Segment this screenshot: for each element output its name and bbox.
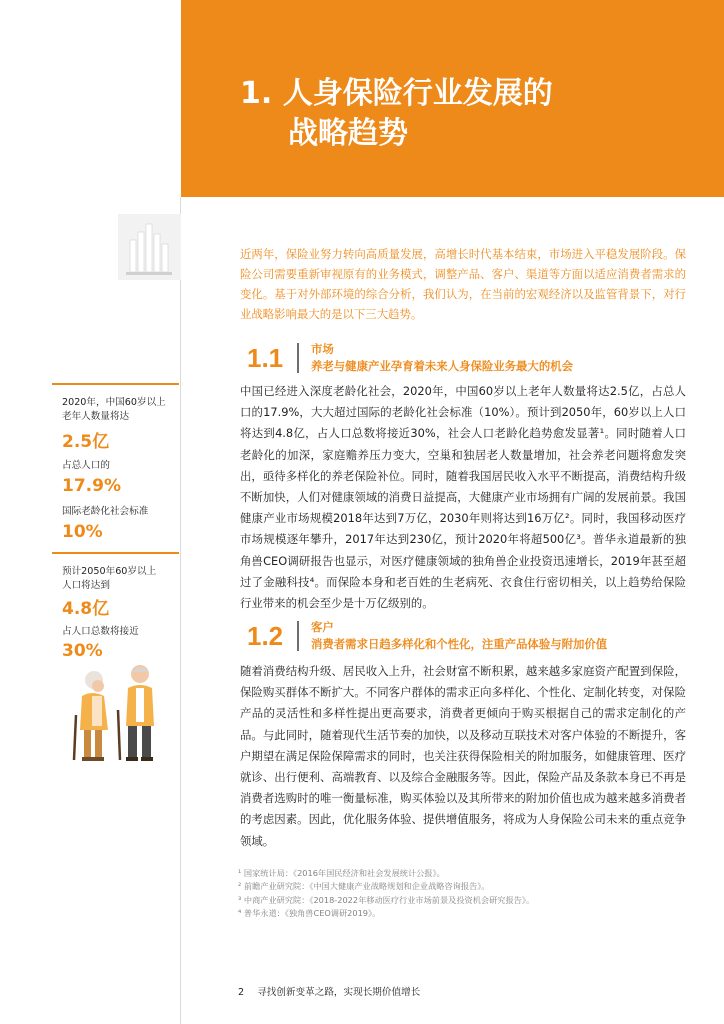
stat-label: 2020年，中国60岁以上老年人数量将达 xyxy=(62,397,166,422)
section-subtitle: 消费者需求日趋多样化和个性化，注重产品体验与附加价值 xyxy=(311,637,608,651)
stat-label: 占总人口的 xyxy=(62,460,110,471)
footnote: ² 前瞻产业研究院：《中国大健康产业战略规划和企业战略咨询报告》。 xyxy=(238,881,490,892)
section-divider xyxy=(297,343,299,373)
section-category: 市场 xyxy=(311,342,334,356)
footnotes xyxy=(238,867,708,921)
stat-value: 2.5亿 xyxy=(62,432,110,452)
stat-label: 预计2050年60岁以上人口将达到 xyxy=(62,566,157,591)
footer-text: 寻找创新变革之路，实现长期价值增长 xyxy=(257,987,421,998)
section-category: 客户 xyxy=(311,620,334,634)
stat-label: 占人口总数将接近 xyxy=(62,626,139,637)
page-title-line2: 战略趋势 xyxy=(288,116,408,151)
section-body: 中国已经进入深度老龄化社会，2020年，中国60岁以上老年人数量将达2.5亿，占总人口的17.9%，大大超过国际的老龄化社会标准（10%）。预计到2050年，60岁以上人口将达到4.8亿，占人口总数将接近30%，社会人口老龄化趋势愈发显著¹。同时随着人口老龄化的加深，家庭赡养压力变大，空巢和独居老人数量增加，社会养老问题将愈发突出，亟待多样化的养老保险补位。同时，随着我国居民收入水平不断提高，消费结构升级不断加快，人们对健康领域的消费日益提高，大健康产业市场拥有广阔的发展前景。我国健康产业市场规模2018年达到7万亿，2030年则将达到16万亿²。同时，我国移动医疗市场规模逐年攀升，2017年达到230亿，预计2020年将超500亿³。普华永道最新的独角兽CEO调研报告也显示，对医疗健康领域的独角兽企业投资迅速增长，2019年甚至超过了金融科技⁴。而保险本身和老百姓的生老病死、衣食住行密切相关，以上趋势给保险行业带来的机会至少是十万亿级别的。 xyxy=(240,384,686,611)
stat-value: 4.8亿 xyxy=(62,599,110,619)
stat-value: 30% xyxy=(62,641,103,661)
page-title-line1: 1. 人身保险行业发展的 xyxy=(240,76,553,111)
section-divider xyxy=(297,621,299,651)
section-number: 1.2 xyxy=(247,621,284,651)
sidebar-rule xyxy=(52,552,179,554)
section-body: 随着消费结构升级、居民收入上升，社会财富不断积累，越来越多家庭资产配置到保险，保险购买群体不断扩大。不同客户群体的需求正向多样化、个性化、定制化转变，对保险产品的灵活性和多样性提出更高要求，消费者更倾向于购买根据自己的需求定制化的产品。与此同时，随着现代生活节奏的加快，以及移动互联技术对客户体验的不断提升，客户期望在满足保险保障需求的同时，也关注获得保险相关的附加服务，如健康管理、医疗就诊、出行便利、高端教育、以及综合金融服务等。因此，保险产品及条款本身已不再是消费者选购时的唯一衡量标准，购买体验以及其所带来的附加价值也成为越来越多消费者的考虑因素。因此，优化服务体验、提供增值服务，将成为人身保险公司未来的重点竞争领域。 xyxy=(240,664,686,848)
stat-label: 国际老龄化社会标准 xyxy=(62,506,149,517)
page-footer xyxy=(238,984,420,998)
page-number: 2 xyxy=(238,987,245,998)
section-number: 1.1 xyxy=(247,343,284,373)
stat-value: 10% xyxy=(62,522,103,542)
section-subtitle: 养老与健康产业孕育着未来人身保险业务最大的机会 xyxy=(311,359,573,373)
intro-paragraph: 近两年，保险业努力转向高质量发展，高增长时代基本结束，市场进入平稳发展阶段。保险公司需要重新审视原有的业务模式，调整产品、客户、渠道等方面以适应消费者需求的变化。基于对外部环境的综合分析，我们认为，在当前的宏观经济以及监管背景下，对行业战略影响最大的是以下三大趋势。 xyxy=(240,247,686,321)
footnote: ¹ 国家统计局：《2016年国民经济和社会发展统计公报》。 xyxy=(238,868,445,878)
elderly-couple-illustration xyxy=(62,660,172,770)
footnote: ³ 中商产业研究院：《2018-2022年移动医疗行业市场前景及投资机会研究报告》。 xyxy=(238,894,535,905)
divider-line xyxy=(180,197,181,1024)
stat-value: 17.9% xyxy=(62,476,121,496)
buildings-logo-icon xyxy=(118,214,181,280)
sidebar-rule xyxy=(52,383,179,385)
footnote: ⁴ 普华永道：《独角兽CEO调研2019》。 xyxy=(238,908,381,919)
